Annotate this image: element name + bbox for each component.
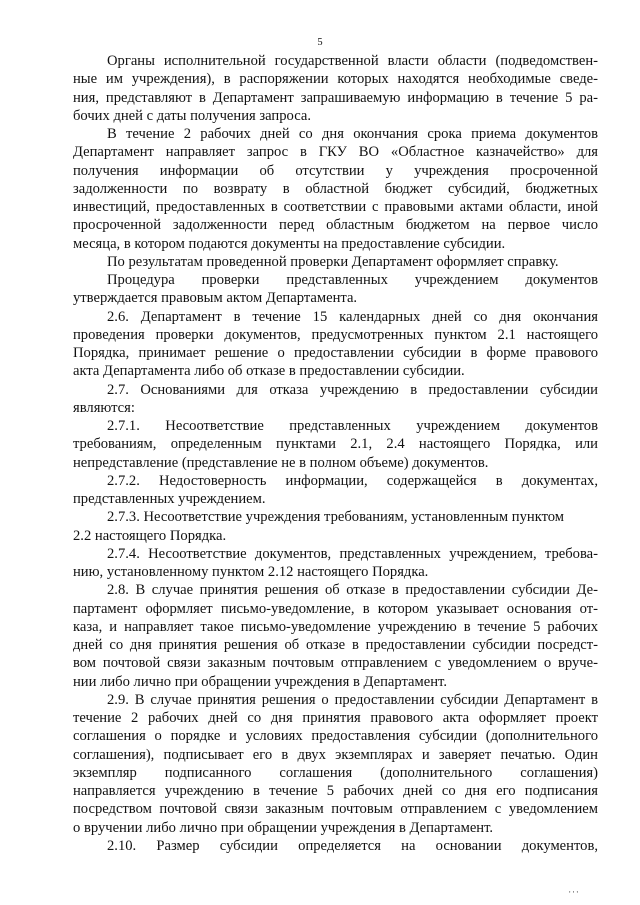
text-line: ные им учреждения), в распоряжении которых находятся необходимые сведе- xyxy=(73,71,598,88)
paragraph xyxy=(73,271,598,308)
paragraph xyxy=(73,381,598,418)
text-line: течение 2 рабочих дней со дня принятия правового акта оформляет проект xyxy=(73,710,598,726)
text-line: По результатам проведенной проверки Департамент оформляет справку. xyxy=(107,253,559,270)
text-line: требованиям, определенным пунктами 2.1, 2.4 настоящего Порядка, или xyxy=(73,436,598,453)
page-number: 5 xyxy=(317,37,323,48)
text-line: являются: xyxy=(73,399,135,416)
text-line: представленных учреждением. xyxy=(73,491,266,507)
text-line: 2.7.3. Несоответствие учреждения требованиям, установленным пунктом xyxy=(107,509,565,526)
text-line: непредставление (представление не в полном объеме) документов. xyxy=(73,454,489,471)
text-line: соглашения о порядке и условиях предоставления субсидии (дополнительного xyxy=(73,728,598,745)
text-line: Порядка, принимает решение о предоставлении субсидии в форме правового xyxy=(73,345,598,361)
paragraph xyxy=(73,417,598,472)
text-line: направляется учреждению в течение 5 рабочих дней со дня его подписания xyxy=(73,783,598,799)
text-line: 2.7.2. Недостоверность информации, содержащейся в документах, xyxy=(107,472,598,489)
text-line: 2.7.1. Несоответствие представленных учреждением документов xyxy=(107,418,598,434)
text-line: Департамент направляет запрос в ГКУ ВО «Областное казначейство» для xyxy=(73,144,598,161)
paragraph xyxy=(73,472,598,509)
text-line: ния, представляют в Департамент запрашиваемую информацию в течение 5 ра- xyxy=(73,89,598,106)
paragraph xyxy=(73,545,598,582)
text-line: дней со дня принятия решения об отказе в предоставлении субсидии посредст- xyxy=(73,637,598,653)
text-line: посредством почтовой связи заказным почтовым отправлением с уведомлением xyxy=(73,801,598,818)
text-line: Органы исполнительной государственной власти области (подведомствен- xyxy=(107,53,598,69)
paragraph xyxy=(107,837,598,855)
text-line: инвестиций, предоставленных в соответствии с правовыми актами области, иной xyxy=(73,199,598,215)
footer-mark: ' ' ' xyxy=(569,890,579,899)
text-line: 2.2 настоящего Порядка. xyxy=(73,527,227,544)
text-line: месяца, в котором подаются документы на предоставление субсидии. xyxy=(73,235,506,252)
text-line: партамент оформляет письмо-уведомление, в котором указывает основания от- xyxy=(73,600,598,617)
text-line: вом почтовой связи заказным почтовым отправлением с уведомлением о вруче- xyxy=(73,655,598,672)
text-line: 2.9. В случае принятия решения о предоставлении субсидии Департамент в xyxy=(107,691,598,708)
text-line: нии либо лично при обращении учреждения в Департамент. xyxy=(73,673,447,690)
text-line: нию, установленному пунктом 2.12 настоящего Порядка. xyxy=(73,564,429,580)
text-line: бочих дней с даты получения запроса. xyxy=(73,107,311,124)
text-line: акта Департамента либо об отказе в предоставлении субсидии. xyxy=(73,363,465,380)
text-line: каза, и направляет такое письмо-уведомление учреждению в течение 5 рабочих xyxy=(73,618,598,635)
text-line: задолженности по возврату в областной бюджет субсидий, бюджетных xyxy=(73,180,598,197)
text-line: В течение 2 рабочих дней со дня окончания срока приема документов xyxy=(107,126,598,142)
text-line: 2.8. В случае принятия решения об отказе в предоставлении субсидии Де- xyxy=(107,582,598,599)
document-body xyxy=(73,52,598,855)
text-line: 2.7.4. Несоответствие документов, представленных учреждением, требова- xyxy=(107,545,598,562)
paragraph xyxy=(73,125,598,253)
text-line: 2.10. Размер субсидии определяется на основании документов, xyxy=(107,837,598,854)
text-line: о вручении либо лично при обращении учреждения в Департамент. xyxy=(73,819,494,836)
text-line: просроченной задолженности перед областным бюджетом на первое число xyxy=(73,217,598,234)
text-line: 2.6. Департамент в течение 15 календарных дней со дня окончания xyxy=(107,308,598,325)
text-line: утверждается правовым актом Департамента. xyxy=(73,290,358,307)
text-line: соглашения), подписывает его в двух экземплярах и заверяет печатью. Один xyxy=(73,746,598,763)
paragraph xyxy=(73,308,598,381)
paragraph xyxy=(73,508,598,545)
paragraph xyxy=(73,581,598,691)
text-line: проведения проверки документов, предусмотренных пунктом 2.1 настоящего xyxy=(73,326,598,343)
text-line: Процедура проверки представленных учреждением документов xyxy=(107,272,598,288)
text-line: получения информации об отсутствии у учреждения просроченной xyxy=(73,162,598,179)
text-line: 2.7. Основаниями для отказа учреждению в предоставлении субсидии xyxy=(107,381,598,398)
paragraph xyxy=(73,52,598,125)
paragraph xyxy=(73,691,598,837)
paragraph xyxy=(107,253,598,271)
text-line: экземпляр подписанного соглашения (дополнительного соглашения) xyxy=(73,764,598,781)
